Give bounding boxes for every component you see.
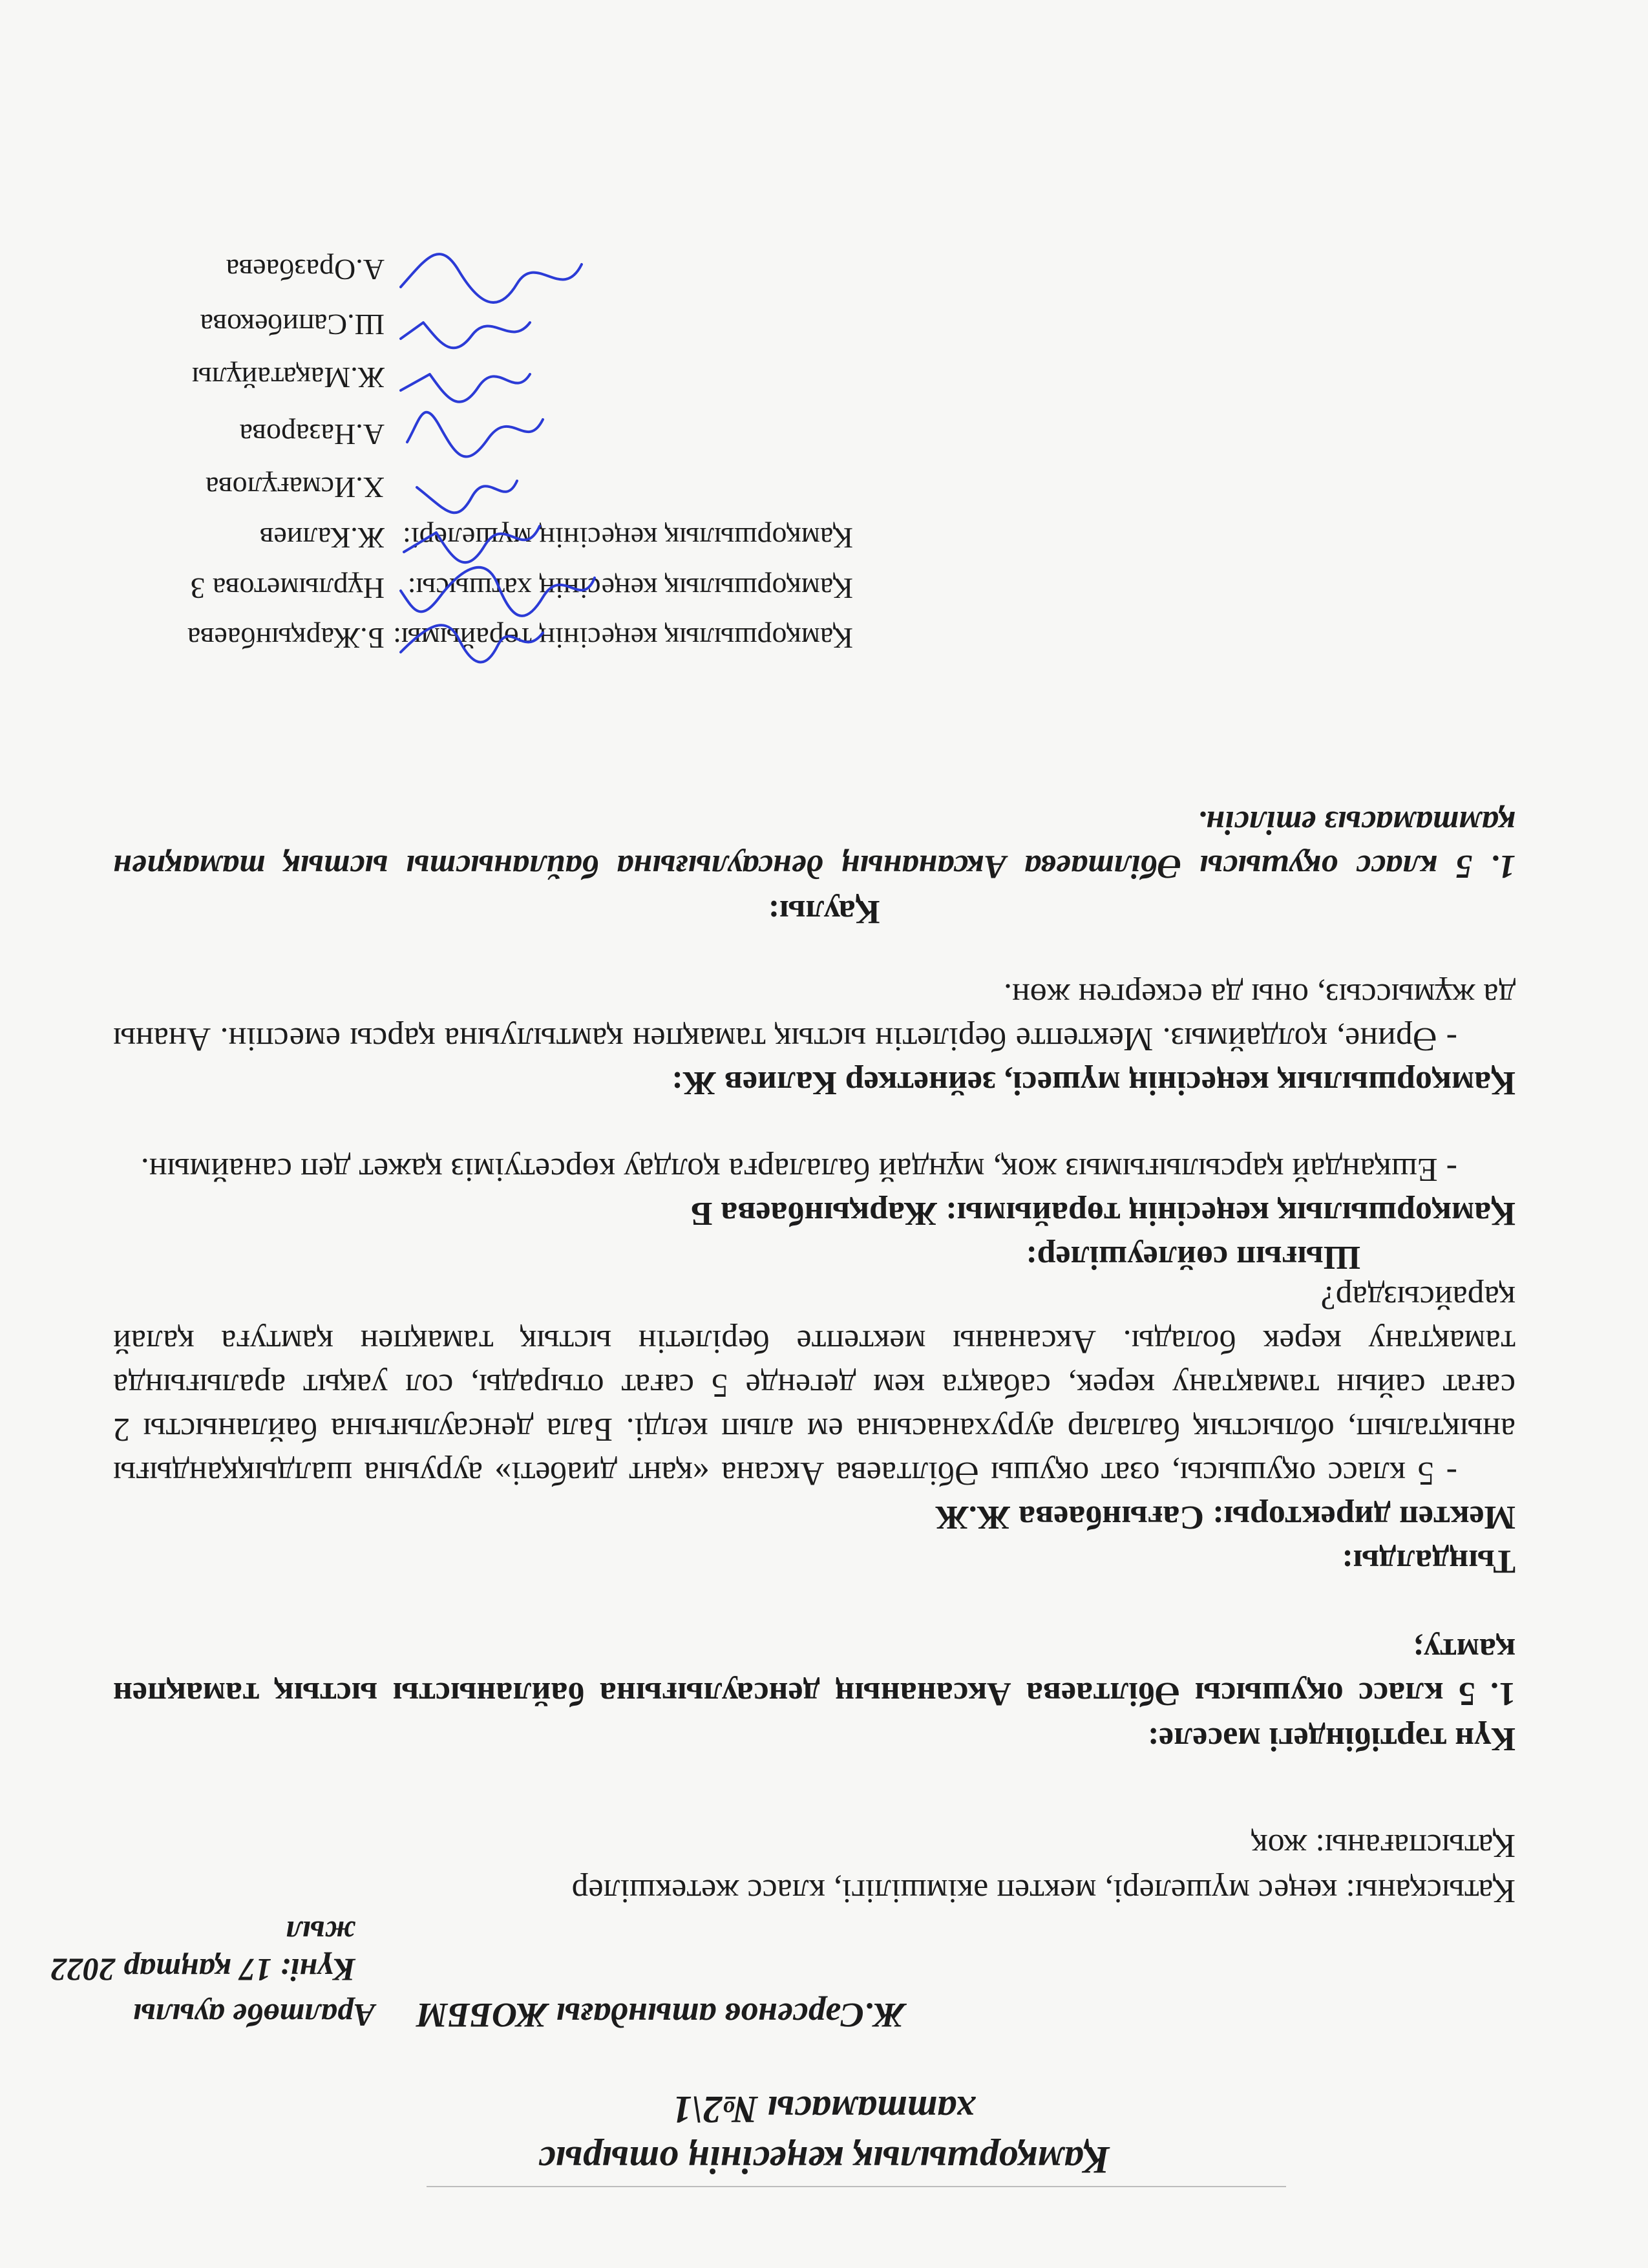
present-text: Қатысқаны: кеңес мүшелері, мектеп әкімшілігі, класс жетекшілер [571, 1872, 1516, 1909]
speaker2-text: - Әрине, қолдаймыз. Мектепте берілетін ыстық тамақпен қамтылуына қарсы емеспін. Ананы да жұмыссыз, оны да ескерген жөн. [113, 977, 1516, 1057]
decision-text: 1. 5 класс оқушысы Әбілтаева Аксананың денсаулығына байланысты ыстық тамақпен қамтамасыз етілсін. [113, 804, 1516, 885]
speaker1-text: - Ешқандай қарсылығымыз жоқ, мұндай балаларға қолдау көрсетуіміз қажет деп санаймын. [140, 1151, 1457, 1188]
handwritten-signature-4 [407, 461, 523, 520]
speakers-heading: Шығып сөйлеушілер: [1026, 1239, 1360, 1276]
signature-role-chair: Қамқоршылық кеңесінің төрайымы: [393, 622, 853, 655]
handwritten-signature-6 [394, 352, 536, 410]
signature-name-member-3: А.Назарова [239, 418, 385, 451]
signature-name-member-1: Ж.Калиев [259, 522, 385, 555]
handwritten-signature-8 [394, 238, 588, 310]
signature-name-secretary: Нұрлыметова З [190, 572, 385, 605]
doc-title-line1: Қамқоршылық кеңесінің отырыс [538, 2139, 1110, 2181]
village-name: Аралтөбе ауылы [132, 1997, 375, 2033]
director-line: Мектеп директоры: Сағынбаева Ж.Ж [935, 1499, 1516, 1536]
signature-name-member-2: Х.Исмағұлова [206, 471, 385, 504]
signature-role-members: Қамқоршылық кеңесінің мүшелері: [403, 522, 853, 555]
director-speech: - 5 класс оқушысы, озат оқушы Әбілтаева Аксана «қант диабеті» ауруына шалдыққандығы анықталып, облыстық балалар ауруханасына ем алып келді. Бала денсаулығына байланысты 2 сағат сайын тамақтану керек, сабақта кем дегенде 5 сағат отырады, сол уақыт аралығында тамақтану керек болады. Аксананы мектепте берілетін ыстық тамақпен қамтуға қалай қарайсыздар? [113, 1279, 1516, 1492]
speaker1-name: Қамқоршылық кеңесінің төрайымы: Жарқынбаева Б [690, 1195, 1516, 1232]
handwritten-signature-5 [401, 400, 549, 465]
signature-name-member-4: Ж.Мақатайұлы [191, 361, 385, 394]
speaker2-name: Қамқоршылық кеңесінің мүшесі, зейнеткер Калиев Ж: [671, 1065, 1516, 1101]
present-line [572, 1869, 1516, 1913]
absent-line: Қатыспағаны: жоқ [1251, 1827, 1516, 1864]
signature-name-chair: Б.Жарқынбаева [187, 622, 385, 655]
heard-heading: Тыңдалды: [1342, 1543, 1516, 1580]
signature-name-member-5: Ш.Сапибекова [200, 308, 385, 341]
agenda-heading: Күн тәртібіндегі мәселе: [1147, 1721, 1516, 1757]
signature-role-secretary: Қамқоршылық кеңесінің хатшысы: [407, 572, 853, 605]
agenda-item-1: 1. 5 класс оқушысы Әбілтаева Аксананың денсаулығына байланысты ыстық тамақпен қамту; [113, 1631, 1516, 1712]
decision-heading: Қаулы: [768, 893, 880, 930]
handwritten-signature-7 [394, 303, 536, 355]
date-text: Күні: 17 қаңтар 2022 жыл [50, 1914, 355, 1988]
signature-name-member-6: А.Оразбаева [226, 253, 385, 286]
doc-title-line2: хаттамасы №2\1 [672, 2088, 976, 2131]
school-name: Ж.Сәрсенов атындағы ЖОББМ [416, 1996, 905, 2035]
doc-date [0, 1914, 355, 1989]
bleed-line [427, 2186, 1286, 2187]
